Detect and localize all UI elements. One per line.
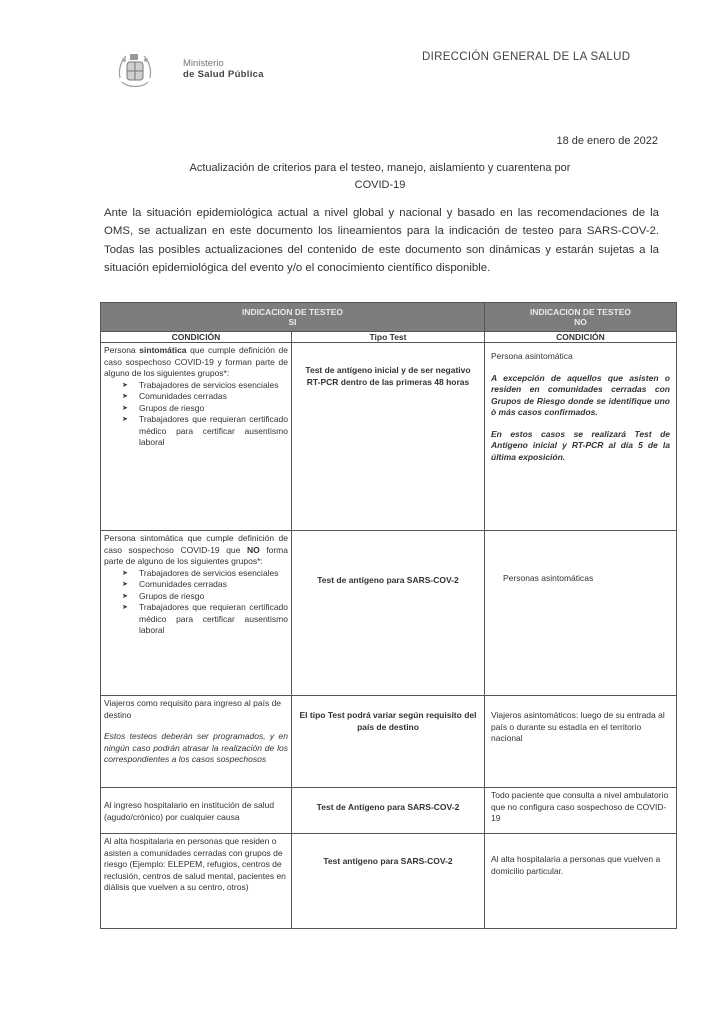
header-si-line1: INDICACION DE TESTEO xyxy=(241,307,344,317)
title-line1: Actualización de criterios para el testeo, manejo, aislamiento y cuarentena por xyxy=(189,162,571,174)
exception-note: A excepción de aquellos que asisten o residen en comunidades cerradas con Grupos de Riesgo donde se identifique uno ò más casos confirmados. xyxy=(491,372,670,417)
test-type-cell: El tipo Test podrá variar según requisito del país de destino xyxy=(292,696,485,788)
header-no-line2: NO xyxy=(574,317,587,327)
col-condicion-no: CONDICIÓN xyxy=(485,332,677,343)
ministry-line1: Ministerio xyxy=(183,58,224,69)
group-item: ➤ Trabajadores que requieran certificado médico para certificar ausentismo laboral xyxy=(122,602,288,637)
no-testing-cell xyxy=(485,531,677,696)
group-item: ➤ Grupos de riesgo xyxy=(122,591,288,603)
exception-procedure: En estos casos se realizará Test de Antígeno inicial y RT-PCR al día 5 de la última exposición. xyxy=(491,428,670,462)
table-row xyxy=(101,834,677,929)
condition-text: Persona sintomática que cumple definición de caso sospechoso COVID-19 que xyxy=(104,533,288,555)
condition-text: Persona xyxy=(104,345,140,355)
intro-paragraph: Ante la situación epidemiológica actual a nivel global y nacional y basado en las recomendaciones de la OMS, se actualizan en este documento los lineamientos para la indicación de testeo para SARS-COV-2. Todas las posibles actualizaciones del contenido de este documento son dinámicas y estarán sujetas a la situación epidemiológica del evento y/o el conocimiento científico disponible. xyxy=(104,207,659,275)
condition-text: Viajeros como requisito para ingreso al país de destino xyxy=(104,698,282,720)
group-item: ➤ Grupos de riesgo xyxy=(122,403,288,415)
header-testeo-si xyxy=(101,303,485,332)
group-list xyxy=(104,380,288,449)
no-testing-cell xyxy=(485,788,677,834)
table-subheader-row xyxy=(101,332,677,343)
header-testeo-no xyxy=(485,303,677,332)
no-testing-text: Personas asintomáticas xyxy=(503,573,594,583)
condition-cell xyxy=(101,788,292,834)
col-tipo-test: Tipo Test xyxy=(292,332,485,343)
table-header-row xyxy=(101,303,677,332)
group-item: ➤ Comunidades cerradas xyxy=(122,579,288,591)
test-type-cell: Test de antígeno para SARS-COV-2 xyxy=(292,531,485,696)
testing-criteria-table xyxy=(100,302,677,929)
condition-cell xyxy=(101,343,292,531)
no-testing-cell xyxy=(485,696,677,788)
title-line2: COVID-19 xyxy=(354,179,406,191)
header-no-line1: INDICACION DE TESTEO xyxy=(529,307,632,317)
group-item: ➤ Comunidades cerradas xyxy=(122,391,288,403)
no-testing-text: Todo paciente que consulta a nivel ambulatorio que no configura caso sospechoso de COVID-19 xyxy=(491,790,669,823)
group-item: ➤ Trabajadores de servicios esenciales xyxy=(122,380,288,392)
test-type-cell: Test de Antígeno para SARS-COV-2 xyxy=(292,788,485,834)
document-date: 18 de enero de 2022 xyxy=(556,135,658,147)
condition-emphasis: sintomática xyxy=(139,345,187,355)
no-testing-cell xyxy=(485,343,677,531)
header-si-line2: SI xyxy=(288,317,297,327)
condition-cell xyxy=(101,696,292,788)
direccion-heading: DIRECCIÓN GENERAL DE LA SALUD xyxy=(422,51,631,63)
condition-note: Estos testeos deberán ser programados, y en ningún caso podrán atrasar la realización de los correspondientes a los casos sospechosos xyxy=(104,731,288,764)
table-row xyxy=(101,531,677,696)
test-type-cell: Test de antígeno inicial y de ser negativo RT-PCR dentro de las primeras 48 horas xyxy=(292,343,485,531)
col-condicion: CONDICIÓN xyxy=(101,332,292,343)
ministry-name xyxy=(183,58,264,80)
condition-text: que cumple definición de caso sospechoso COVID-19 y forman parte de alguno de los siguientes grupos*: xyxy=(104,345,288,378)
table-row xyxy=(101,788,677,834)
condition-cell xyxy=(101,834,292,929)
test-type-cell: Test antígeno para SARS-COV-2 xyxy=(292,834,485,929)
table-row xyxy=(101,343,677,531)
no-testing-text: Al alta hospitalaria a personas que vuelven a domicilio particular. xyxy=(491,854,661,876)
condition-emphasis: NO xyxy=(246,544,260,555)
condition-cell xyxy=(101,531,292,696)
group-list xyxy=(104,568,288,637)
document-title xyxy=(130,160,630,194)
no-testing-cell xyxy=(485,834,677,929)
group-item: ➤ Trabajadores que requieran certificado médico para certificar ausentismo laboral xyxy=(122,414,288,449)
condition-text: forma parte de alguno de los siguientes grupos*: xyxy=(104,544,288,566)
no-testing-text: Viajeros asintomáticos: luego de su entrada al país o durante su estadía en el territorio nacional xyxy=(491,710,665,743)
condition-text: Al ingreso hospitalario en institución de salud (agudo/crónico) por cualquier causa xyxy=(104,800,275,822)
ministry-line2: de Salud Pública xyxy=(183,69,264,80)
no-testing-text: Persona asintomática xyxy=(491,351,573,361)
table-row xyxy=(101,696,677,788)
group-item: ➤ Trabajadores de servicios esenciales xyxy=(122,568,288,580)
coat-of-arms-icon xyxy=(114,48,156,92)
condition-text: Al alta hospitalaria en personas que residen o asisten a comunidades cerradas con grupos de riesgo (Ejemplo: ELEPEM, refugios, centros de reclusión, centros de salud mental, pacientes en diálisis que vuelven a su centro, otros) xyxy=(104,836,286,892)
